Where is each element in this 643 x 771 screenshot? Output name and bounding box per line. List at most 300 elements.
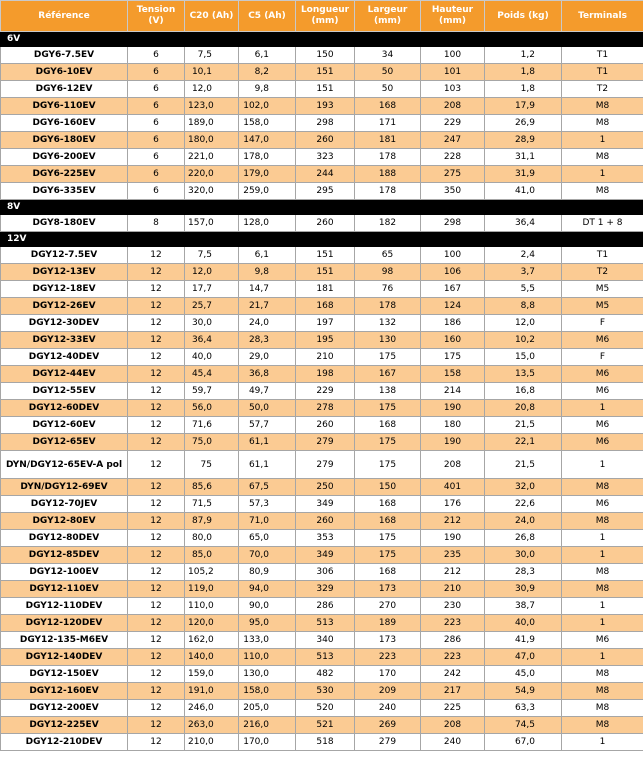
cell-terminals: M8 (562, 683, 643, 700)
cell-terminals: M6 (562, 632, 643, 649)
cell-tension: 12 (128, 513, 185, 530)
table-row (1, 700, 643, 717)
cell-reference: DGY6-110EV (1, 98, 128, 115)
table-row (1, 349, 643, 366)
cell-hauteur: 217 (421, 683, 485, 700)
cell-hauteur: 228 (421, 149, 485, 166)
cell-terminals: M8 (562, 115, 643, 132)
cell-c20: 71,5 (185, 496, 239, 513)
cell-tension: 12 (128, 315, 185, 332)
cell-poids: 63,3 (485, 700, 562, 717)
cell-c20: 123,0 (185, 98, 239, 115)
cell-poids: 24,0 (485, 513, 562, 530)
cell-c20: 71,6 (185, 417, 239, 434)
cell-longueur: 521 (296, 717, 355, 734)
cell-c5: 50,0 (239, 400, 296, 417)
header-reference: Référence (1, 1, 128, 32)
cell-longueur: 260 (296, 215, 355, 232)
cell-c5: 36,8 (239, 366, 296, 383)
header-terminals: Terminals (562, 1, 643, 32)
cell-c5: 6,1 (239, 47, 296, 64)
cell-c5: 61,1 (239, 434, 296, 451)
cell-terminals: DT 1 + 8 (562, 215, 643, 232)
cell-longueur: 298 (296, 115, 355, 132)
table-body (1, 32, 643, 751)
cell-tension: 6 (128, 98, 185, 115)
cell-poids: 22,6 (485, 496, 562, 513)
cell-hauteur: 106 (421, 264, 485, 281)
cell-largeur: 168 (355, 496, 421, 513)
cell-longueur: 482 (296, 666, 355, 683)
table-row (1, 98, 643, 115)
cell-longueur: 295 (296, 183, 355, 200)
cell-hauteur: 223 (421, 649, 485, 666)
cell-longueur: 244 (296, 166, 355, 183)
cell-terminals: M6 (562, 417, 643, 434)
cell-poids: 17,9 (485, 98, 562, 115)
cell-terminals: F (562, 349, 643, 366)
cell-hauteur: 229 (421, 115, 485, 132)
cell-longueur: 198 (296, 366, 355, 383)
cell-longueur: 151 (296, 64, 355, 81)
cell-largeur: 76 (355, 281, 421, 298)
cell-c5: 179,0 (239, 166, 296, 183)
cell-c20: 140,0 (185, 649, 239, 666)
cell-c20: 180,0 (185, 132, 239, 149)
cell-tension: 12 (128, 649, 185, 666)
header-poids: Poids (kg) (485, 1, 562, 32)
cell-longueur: 520 (296, 700, 355, 717)
cell-poids: 30,0 (485, 547, 562, 564)
group-label: 6V (1, 32, 643, 47)
cell-c5: 6,1 (239, 247, 296, 264)
cell-longueur: 530 (296, 683, 355, 700)
cell-c5: 158,0 (239, 683, 296, 700)
cell-reference: DGY6-7.5EV (1, 47, 128, 64)
cell-tension: 6 (128, 183, 185, 200)
table-row (1, 598, 643, 615)
cell-reference: DGY12-60DEV (1, 400, 128, 417)
table-row (1, 581, 643, 598)
cell-reference: DGY12-33EV (1, 332, 128, 349)
cell-c5: 65,0 (239, 530, 296, 547)
cell-longueur: 260 (296, 132, 355, 149)
cell-reference: DGY12-55EV (1, 383, 128, 400)
cell-poids: 45,0 (485, 666, 562, 683)
cell-c5: 67,5 (239, 479, 296, 496)
cell-c20: 120,0 (185, 615, 239, 632)
cell-tension: 6 (128, 166, 185, 183)
cell-poids: 31,9 (485, 166, 562, 183)
cell-hauteur: 212 (421, 564, 485, 581)
cell-largeur: 270 (355, 598, 421, 615)
cell-longueur: 286 (296, 598, 355, 615)
cell-reference: DGY12-18EV (1, 281, 128, 298)
cell-c5: 70,0 (239, 547, 296, 564)
cell-largeur: 181 (355, 132, 421, 149)
cell-reference: DGY12-70JEV (1, 496, 128, 513)
cell-longueur: 306 (296, 564, 355, 581)
cell-longueur: 278 (296, 400, 355, 417)
cell-terminals: M5 (562, 281, 643, 298)
cell-c20: 210,0 (185, 734, 239, 751)
cell-longueur: 349 (296, 496, 355, 513)
cell-hauteur: 158 (421, 366, 485, 383)
cell-longueur: 260 (296, 513, 355, 530)
header-hauteur: Hauteur (mm) (421, 1, 485, 32)
cell-c5: 90,0 (239, 598, 296, 615)
table-row (1, 547, 643, 564)
cell-reference: DGY8-180EV (1, 215, 128, 232)
cell-c20: 25,7 (185, 298, 239, 315)
cell-reference: DGY12-30DEV (1, 315, 128, 332)
table-row (1, 451, 643, 479)
cell-c5: 14,7 (239, 281, 296, 298)
cell-tension: 12 (128, 298, 185, 315)
table-row (1, 383, 643, 400)
cell-terminals: M6 (562, 332, 643, 349)
cell-reference: DGY6-335EV (1, 183, 128, 200)
cell-largeur: 168 (355, 513, 421, 530)
cell-tension: 12 (128, 632, 185, 649)
cell-hauteur: 100 (421, 47, 485, 64)
cell-c20: 85,6 (185, 479, 239, 496)
cell-c5: 95,0 (239, 615, 296, 632)
table-row (1, 247, 643, 264)
cell-largeur: 34 (355, 47, 421, 64)
cell-tension: 6 (128, 132, 185, 149)
cell-hauteur: 175 (421, 349, 485, 366)
cell-terminals: M8 (562, 98, 643, 115)
table-row (1, 666, 643, 683)
cell-tension: 12 (128, 264, 185, 281)
cell-hauteur: 160 (421, 332, 485, 349)
cell-terminals: M8 (562, 581, 643, 598)
cell-hauteur: 124 (421, 298, 485, 315)
cell-reference: DGY6-200EV (1, 149, 128, 166)
group-label: 8V (1, 200, 643, 215)
table-row (1, 215, 643, 232)
table-row (1, 81, 643, 98)
cell-largeur: 171 (355, 115, 421, 132)
cell-hauteur: 103 (421, 81, 485, 98)
cell-reference: DGY6-180EV (1, 132, 128, 149)
cell-largeur: 175 (355, 547, 421, 564)
cell-reference: DGY12-135-M6EV (1, 632, 128, 649)
cell-largeur: 170 (355, 666, 421, 683)
table-row (1, 434, 643, 451)
cell-largeur: 50 (355, 81, 421, 98)
cell-largeur: 168 (355, 98, 421, 115)
cell-poids: 1,8 (485, 81, 562, 98)
cell-terminals: 1 (562, 734, 643, 751)
cell-c20: 162,0 (185, 632, 239, 649)
cell-largeur: 50 (355, 64, 421, 81)
cell-reference: DGY12-140DEV (1, 649, 128, 666)
cell-c20: 40,0 (185, 349, 239, 366)
group-row (1, 232, 643, 247)
cell-longueur: 151 (296, 81, 355, 98)
cell-poids: 10,2 (485, 332, 562, 349)
cell-reference: DGY12-13EV (1, 264, 128, 281)
cell-c5: 28,3 (239, 332, 296, 349)
cell-hauteur: 100 (421, 247, 485, 264)
cell-c5: 49,7 (239, 383, 296, 400)
table-row (1, 683, 643, 700)
cell-longueur: 340 (296, 632, 355, 649)
cell-reference: DGY12-85DEV (1, 547, 128, 564)
cell-tension: 12 (128, 434, 185, 451)
cell-longueur: 181 (296, 281, 355, 298)
cell-reference: DGY12-60EV (1, 417, 128, 434)
table-row (1, 632, 643, 649)
cell-hauteur: 212 (421, 513, 485, 530)
cell-tension: 12 (128, 417, 185, 434)
cell-largeur: 178 (355, 183, 421, 200)
cell-c20: 7,5 (185, 47, 239, 64)
cell-c20: 320,0 (185, 183, 239, 200)
cell-terminals: F (562, 315, 643, 332)
cell-hauteur: 401 (421, 479, 485, 496)
cell-largeur: 150 (355, 479, 421, 496)
table-row (1, 479, 643, 496)
cell-terminals: M8 (562, 717, 643, 734)
cell-c20: 189,0 (185, 115, 239, 132)
cell-largeur: 188 (355, 166, 421, 183)
cell-poids: 2,4 (485, 247, 562, 264)
cell-hauteur: 208 (421, 717, 485, 734)
table-row (1, 530, 643, 547)
cell-c20: 10,1 (185, 64, 239, 81)
cell-longueur: 193 (296, 98, 355, 115)
cell-longueur: 229 (296, 383, 355, 400)
cell-c5: 147,0 (239, 132, 296, 149)
cell-terminals: 1 (562, 451, 643, 479)
cell-terminals: 1 (562, 547, 643, 564)
cell-hauteur: 286 (421, 632, 485, 649)
cell-tension: 12 (128, 700, 185, 717)
cell-poids: 40,0 (485, 615, 562, 632)
cell-reference: DGY12-160EV (1, 683, 128, 700)
cell-poids: 41,9 (485, 632, 562, 649)
cell-longueur: 151 (296, 247, 355, 264)
cell-longueur: 168 (296, 298, 355, 315)
cell-poids: 36,4 (485, 215, 562, 232)
cell-c5: 102,0 (239, 98, 296, 115)
cell-c5: 61,1 (239, 451, 296, 479)
cell-poids: 67,0 (485, 734, 562, 751)
cell-tension: 12 (128, 666, 185, 683)
cell-largeur: 132 (355, 315, 421, 332)
cell-c20: 105,2 (185, 564, 239, 581)
cell-reference: DGY12-40DEV (1, 349, 128, 366)
cell-c20: 221,0 (185, 149, 239, 166)
cell-c5: 94,0 (239, 581, 296, 598)
cell-c20: 56,0 (185, 400, 239, 417)
cell-largeur: 175 (355, 451, 421, 479)
cell-tension: 6 (128, 115, 185, 132)
table-row (1, 149, 643, 166)
cell-largeur: 269 (355, 717, 421, 734)
cell-c5: 9,8 (239, 81, 296, 98)
cell-c20: 85,0 (185, 547, 239, 564)
cell-poids: 20,8 (485, 400, 562, 417)
cell-poids: 28,3 (485, 564, 562, 581)
cell-hauteur: 210 (421, 581, 485, 598)
cell-poids: 13,5 (485, 366, 562, 383)
table-row (1, 417, 643, 434)
table-row (1, 615, 643, 632)
table-row (1, 281, 643, 298)
cell-longueur: 353 (296, 530, 355, 547)
cell-longueur: 279 (296, 434, 355, 451)
cell-longueur: 329 (296, 581, 355, 598)
cell-tension: 12 (128, 598, 185, 615)
table-row (1, 649, 643, 666)
cell-hauteur: 350 (421, 183, 485, 200)
table-row (1, 166, 643, 183)
cell-poids: 12,0 (485, 315, 562, 332)
cell-terminals: M6 (562, 434, 643, 451)
cell-c20: 80,0 (185, 530, 239, 547)
cell-reference: DGY12-80DEV (1, 530, 128, 547)
cell-terminals: M8 (562, 700, 643, 717)
cell-tension: 12 (128, 400, 185, 417)
cell-c20: 59,7 (185, 383, 239, 400)
cell-c20: 157,0 (185, 215, 239, 232)
cell-hauteur: 190 (421, 400, 485, 417)
group-row (1, 32, 643, 47)
cell-largeur: 189 (355, 615, 421, 632)
cell-longueur: 250 (296, 479, 355, 496)
cell-poids: 38,7 (485, 598, 562, 615)
cell-longueur: 195 (296, 332, 355, 349)
cell-c5: 29,0 (239, 349, 296, 366)
cell-c20: 191,0 (185, 683, 239, 700)
cell-c5: 216,0 (239, 717, 296, 734)
cell-largeur: 173 (355, 581, 421, 598)
group-row (1, 200, 643, 215)
cell-terminals: 1 (562, 132, 643, 149)
table-row (1, 132, 643, 149)
group-label: 12V (1, 232, 643, 247)
cell-c5: 178,0 (239, 149, 296, 166)
table-row (1, 717, 643, 734)
cell-c5: 259,0 (239, 183, 296, 200)
cell-terminals: M8 (562, 183, 643, 200)
cell-poids: 21,5 (485, 451, 562, 479)
cell-hauteur: 214 (421, 383, 485, 400)
cell-reference: DGY6-225EV (1, 166, 128, 183)
cell-largeur: 175 (355, 349, 421, 366)
table-row (1, 332, 643, 349)
header-row (1, 1, 643, 32)
cell-c5: 21,7 (239, 298, 296, 315)
cell-longueur: 150 (296, 47, 355, 64)
cell-hauteur: 235 (421, 547, 485, 564)
table-row (1, 298, 643, 315)
cell-largeur: 209 (355, 683, 421, 700)
cell-c5: 57,3 (239, 496, 296, 513)
cell-terminals: M6 (562, 496, 643, 513)
cell-c5: 205,0 (239, 700, 296, 717)
cell-hauteur: 230 (421, 598, 485, 615)
table-row (1, 496, 643, 513)
cell-terminals: 1 (562, 530, 643, 547)
cell-hauteur: 186 (421, 315, 485, 332)
cell-hauteur: 242 (421, 666, 485, 683)
cell-tension: 12 (128, 349, 185, 366)
cell-c5: 110,0 (239, 649, 296, 666)
cell-c5: 9,8 (239, 264, 296, 281)
cell-reference: DYN/DGY12-69EV (1, 479, 128, 496)
cell-poids: 22,1 (485, 434, 562, 451)
cell-c20: 119,0 (185, 581, 239, 598)
table-row (1, 47, 643, 64)
header-longueur: Longueur (mm) (296, 1, 355, 32)
cell-poids: 47,0 (485, 649, 562, 666)
table-row (1, 315, 643, 332)
cell-terminals: T2 (562, 81, 643, 98)
cell-c5: 128,0 (239, 215, 296, 232)
cell-reference: DGY6-160EV (1, 115, 128, 132)
cell-largeur: 240 (355, 700, 421, 717)
cell-reference: DGY6-12EV (1, 81, 128, 98)
cell-terminals: M6 (562, 366, 643, 383)
cell-hauteur: 176 (421, 496, 485, 513)
cell-reference: DGY12-110EV (1, 581, 128, 598)
cell-c5: 24,0 (239, 315, 296, 332)
cell-terminals: M6 (562, 383, 643, 400)
cell-poids: 15,0 (485, 349, 562, 366)
cell-c20: 75 (185, 451, 239, 479)
cell-c20: 263,0 (185, 717, 239, 734)
cell-largeur: 98 (355, 264, 421, 281)
cell-hauteur: 225 (421, 700, 485, 717)
cell-tension: 6 (128, 47, 185, 64)
cell-poids: 54,9 (485, 683, 562, 700)
cell-tension: 12 (128, 366, 185, 383)
table-row (1, 513, 643, 530)
cell-largeur: 173 (355, 632, 421, 649)
cell-tension: 12 (128, 564, 185, 581)
cell-largeur: 175 (355, 400, 421, 417)
cell-c5: 71,0 (239, 513, 296, 530)
cell-tension: 12 (128, 717, 185, 734)
cell-tension: 12 (128, 479, 185, 496)
cell-hauteur: 275 (421, 166, 485, 183)
cell-terminals: M5 (562, 298, 643, 315)
table-row (1, 264, 643, 281)
cell-longueur: 197 (296, 315, 355, 332)
cell-c5: 8,2 (239, 64, 296, 81)
cell-longueur: 518 (296, 734, 355, 751)
cell-reference: DGY12-110DEV (1, 598, 128, 615)
cell-tension: 12 (128, 281, 185, 298)
header-largeur: Largeur (mm) (355, 1, 421, 32)
cell-tension: 12 (128, 530, 185, 547)
cell-poids: 26,8 (485, 530, 562, 547)
cell-terminals: T2 (562, 264, 643, 281)
cell-hauteur: 240 (421, 734, 485, 751)
cell-poids: 30,9 (485, 581, 562, 598)
cell-reference: DGY12-200EV (1, 700, 128, 717)
cell-c5: 57,7 (239, 417, 296, 434)
cell-hauteur: 167 (421, 281, 485, 298)
cell-terminals: T1 (562, 247, 643, 264)
cell-poids: 3,7 (485, 264, 562, 281)
cell-poids: 28,9 (485, 132, 562, 149)
